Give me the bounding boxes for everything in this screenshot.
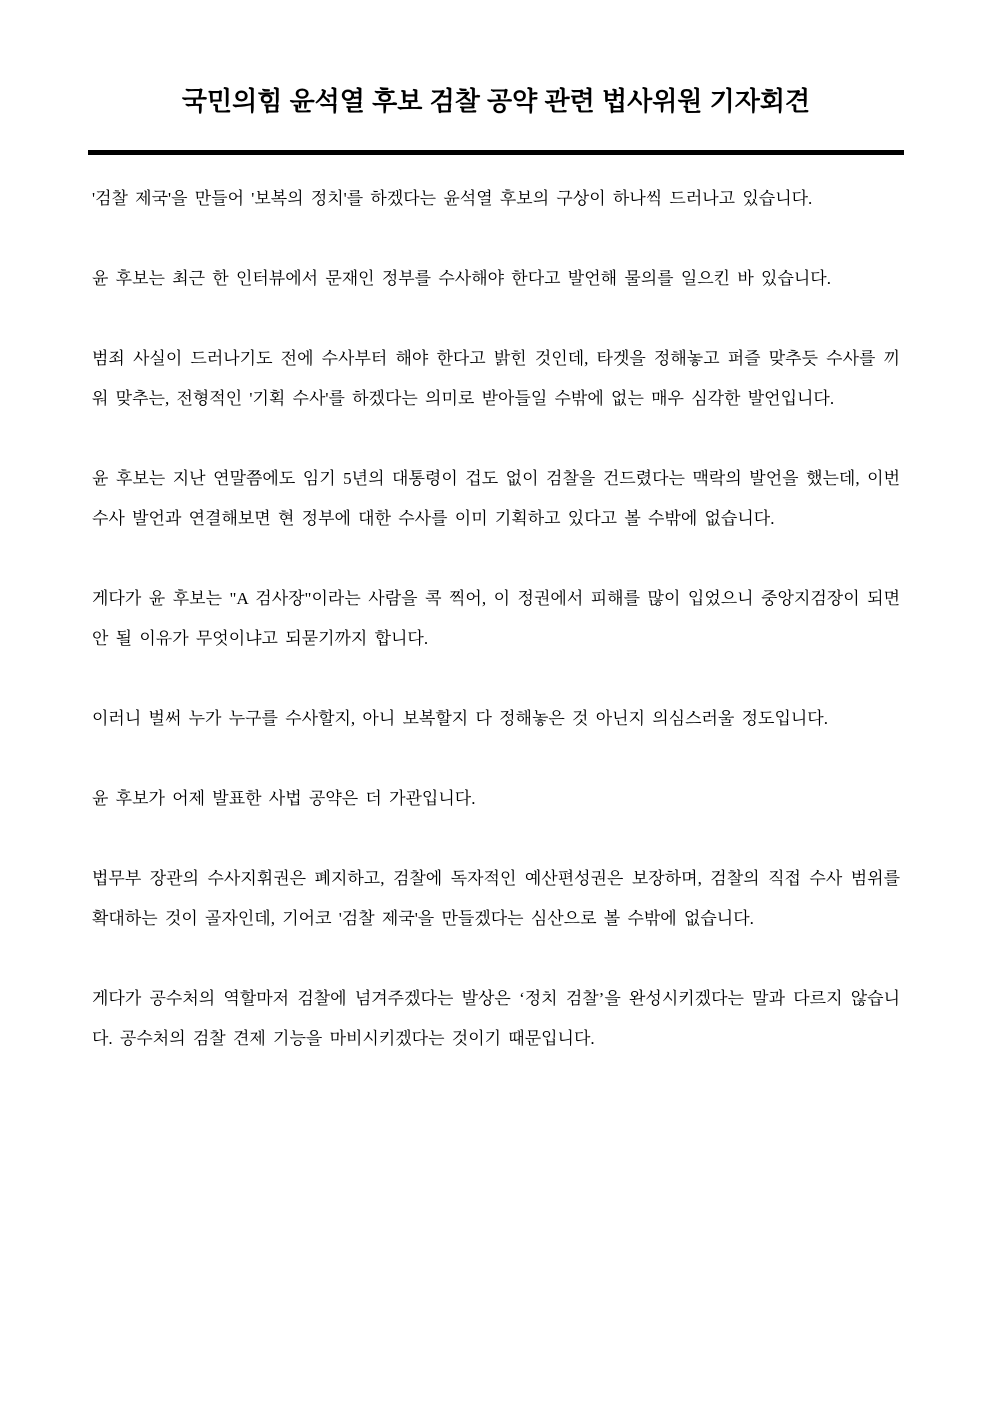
document-title: 국민의힘 윤석열 후보 검찰 공약 관련 법사위원 기자회견 <box>181 86 811 116</box>
paragraph-2: 윤 후보는 최근 한 인터뷰에서 문재인 정부를 수사해야 한다고 발언해 물의를 일으킨 바 있습니다. <box>92 269 831 288</box>
paragraph-4: 윤 후보는 지난 연말쯤에도 임기 5년의 대통령이 겁도 없이 검찰을 건드렸다는 맥락의 발언을 했는데, 이번 수사 발언과 연결해보면 현 정부에 대한 수사를 이미 기획하고 있다고 볼 수밖에 없습니다. <box>92 469 900 528</box>
paragraph-7: 윤 후보가 어제 발표한 사법 공약은 더 가관입니다. <box>92 789 476 808</box>
paragraph-6: 이러니 벌써 누가 누구를 수사할지, 아니 보복할지 다 정해놓은 것 아닌지 의심스러울 정도입니다. <box>92 709 828 728</box>
title-divider <box>88 150 904 155</box>
paragraph-1: '검찰 제국'을 만들어 '보복의 정치'를 하겠다는 윤석열 후보의 구상이 하나씩 드러나고 있습니다. <box>92 189 813 208</box>
document-body <box>92 179 900 1059</box>
paragraph-8: 법무부 장관의 수사지휘권은 폐지하고, 검찰에 독자적인 예산편성권은 보장하며, 검찰의 직접 수사 범위를 확대하는 것이 골자인데, 기어코 '검찰 제국'을 만들겠다는 심산으로 볼 수밖에 없습니다. <box>92 869 900 928</box>
paragraph-3: 범죄 사실이 드러나기도 전에 수사부터 해야 한다고 밝힌 것인데, 타겟을 정해놓고 퍼즐 맞추듯 수사를 끼워 맞추는, 전형적인 '기획 수사'를 하겠다는 의미로 받아들일 수밖에 없는 매우 심각한 발언입니다. <box>92 349 900 408</box>
paragraph-9: 게다가 공수처의 역할마저 검찰에 넘겨주겠다는 발상은 ‘정치 검찰’을 완성시키겠다는 말과 다르지 않습니다. 공수처의 검찰 견제 기능을 마비시키겠다는 것이기 때문입니다. <box>92 989 900 1048</box>
paragraph-5: 게다가 윤 후보는 "A 검사장"이라는 사람을 콕 찍어, 이 정권에서 피해를 많이 입었으니 중앙지검장이 되면 안 될 이유가 무엇이냐고 되묻기까지 합니다. <box>92 589 900 648</box>
